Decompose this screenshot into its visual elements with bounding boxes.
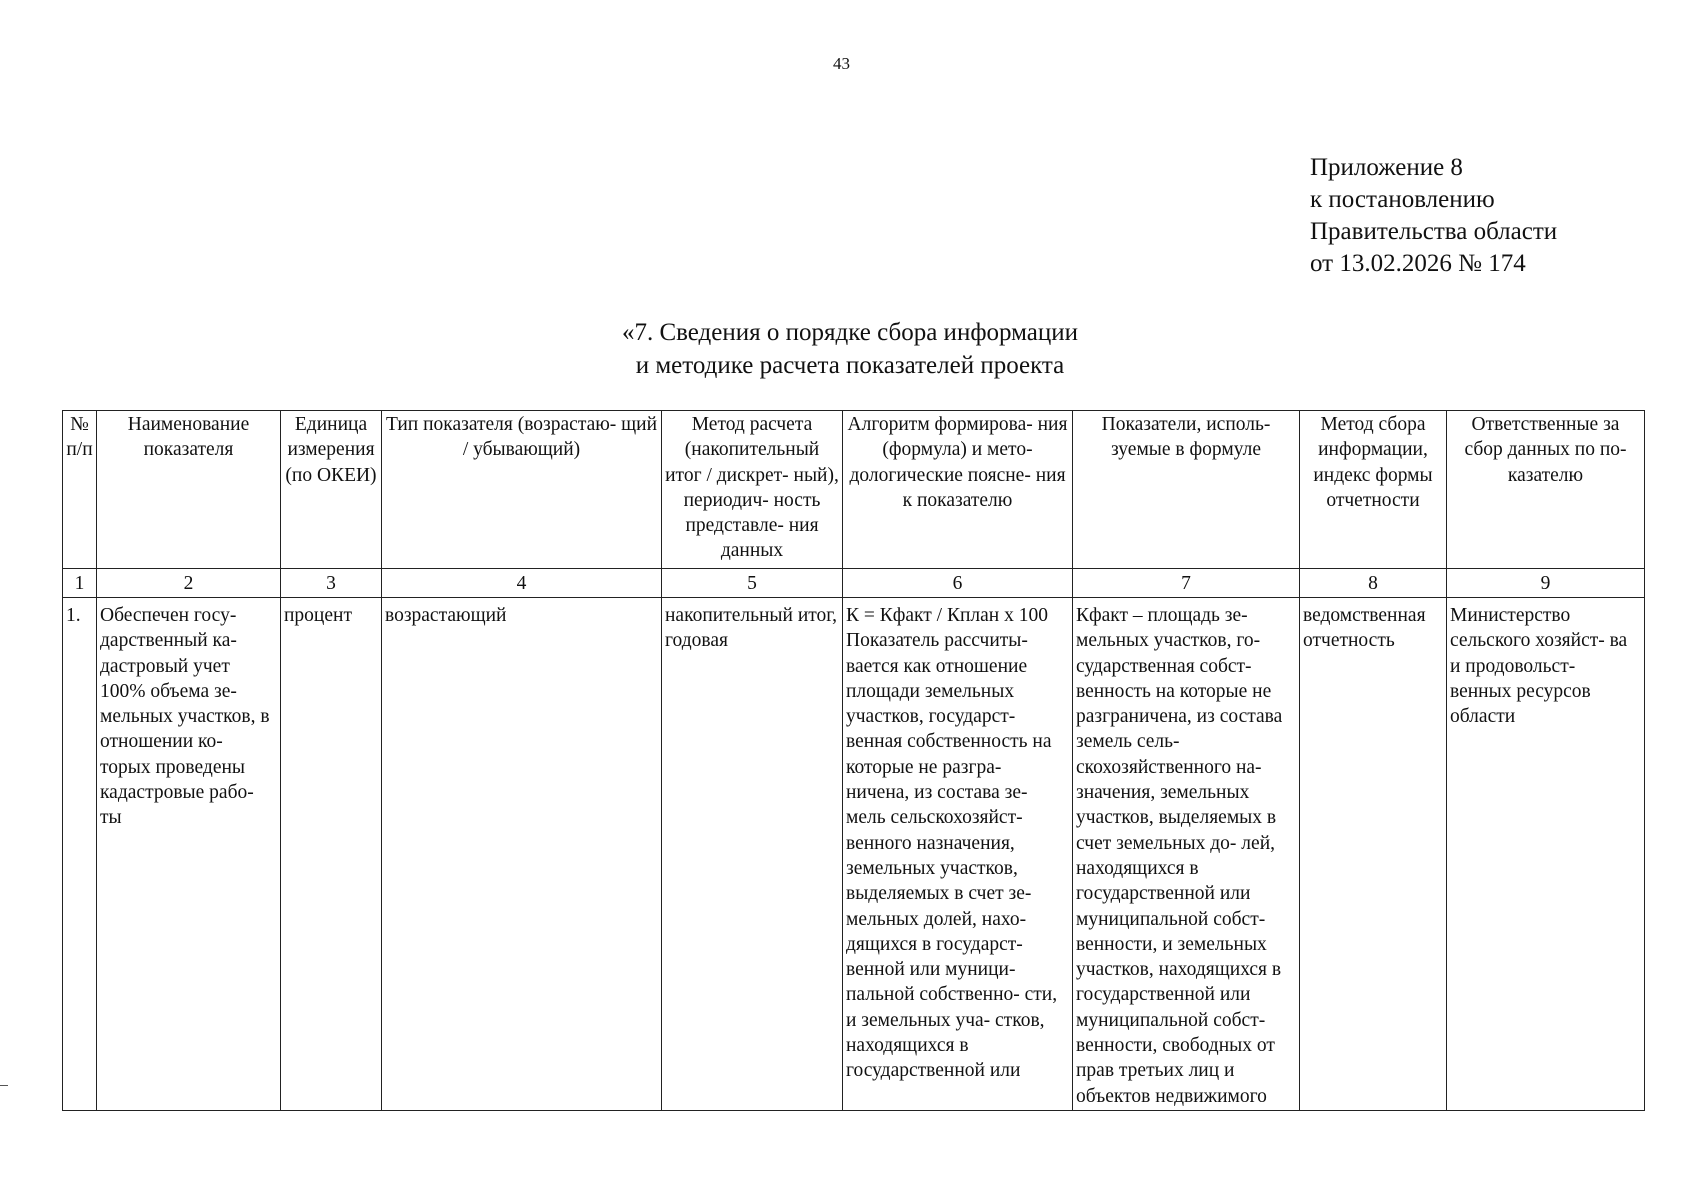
column-number: 7 <box>1073 569 1300 598</box>
appendix-line: от 13.02.2026 № 174 <box>1310 250 1526 277</box>
column-number: 8 <box>1300 569 1447 598</box>
formula-note: Показатель рассчиты- вается как отношение площади земельных участков, государст- венная собственность на которые не разгра- ничена, из состава зе- мель сельскохозяйст- венного назначения, земельных участков, выделяемых в счет зе- мельных долей, нахо- дящихся в государст- венной или муници- пальной собственно- сти, и земельных уча- стков, находящихся в государственной или <box>846 630 1058 1082</box>
header-cell: Метод сбора информации, индекс формы отчетности <box>1300 411 1447 569</box>
appendix-block <box>1310 152 1557 280</box>
column-number: 4 <box>382 569 662 598</box>
column-number: 1 <box>63 569 97 598</box>
page-number: 43 <box>833 54 850 73</box>
header-cell: Метод расчета (накопительный итог / дискрет- ный), периодич- ность представле- ния данных <box>662 411 843 569</box>
column-number: 3 <box>281 569 382 598</box>
table-row <box>63 598 1645 1111</box>
formula-cell <box>843 598 1073 1111</box>
margin-mark <box>0 1085 8 1086</box>
responsible-party: Министерство сельского хозяйст- ва и продовольст- венных ресурсов области <box>1447 598 1645 1111</box>
header-cell: Тип показателя (возрастаю- щий / убывающий) <box>382 411 662 569</box>
calculation-method: накопительный итог, годовая <box>662 598 843 1111</box>
collection-method: ведомственная отчетность <box>1300 598 1447 1111</box>
indicators-table <box>62 410 1645 1111</box>
indicator-name: Обеспечен госу- дарственный ка- дастровый учет 100% объема зе- мельных участков, в отношении ко- торых проведены кадастровые рабо- ты <box>97 598 281 1111</box>
formula-text: К = Кфакт / Кплан х 100 <box>846 605 1048 626</box>
appendix-line: к постановлению <box>1310 186 1495 213</box>
column-number-row <box>63 569 1645 598</box>
indicator-type: возрастающий <box>382 598 662 1111</box>
title-line: и методике расчета показателей проекта <box>635 352 1065 379</box>
column-number: 9 <box>1447 569 1645 598</box>
document-title <box>400 316 1300 382</box>
table-header-row <box>63 411 1645 569</box>
header-cell: Единица измерения (по ОКЕИ) <box>281 411 382 569</box>
row-number: 1. <box>63 598 97 1111</box>
formula-indicators: Кфакт – площадь зе- мельных участков, го- сударственная собст- венность на которые не разграничена, из состава земель сель- скохозяйственного на- значения, земельных участков, выделяемых в счет земельных до- лей, находящихся в государственной или муниципальной собст- венности, и земельных участков, находящихся в государственной или муниципальной собст- венности, свободных от прав третьих лиц и объектов недвижимого <box>1073 598 1300 1111</box>
header-cell: Наименование показателя <box>97 411 281 569</box>
title-line: «7. Сведения о порядке сбора информации <box>621 319 1079 346</box>
appendix-line: Приложение 8 <box>1310 154 1463 181</box>
unit-cell: процент <box>281 598 382 1111</box>
column-number: 5 <box>662 569 843 598</box>
column-number: 2 <box>97 569 281 598</box>
column-number: 6 <box>843 569 1073 598</box>
header-cell: Алгоритм формирова- ния (формула) и мето- дологические поясне- ния к показателю <box>843 411 1073 569</box>
header-cell: Ответственные за сбор данных по по- казателю <box>1447 411 1645 569</box>
header-cell: № п/п <box>63 411 97 569</box>
header-cell: Показатели, исполь- зуемые в формуле <box>1073 411 1300 569</box>
appendix-line: Правительства области <box>1310 218 1558 245</box>
